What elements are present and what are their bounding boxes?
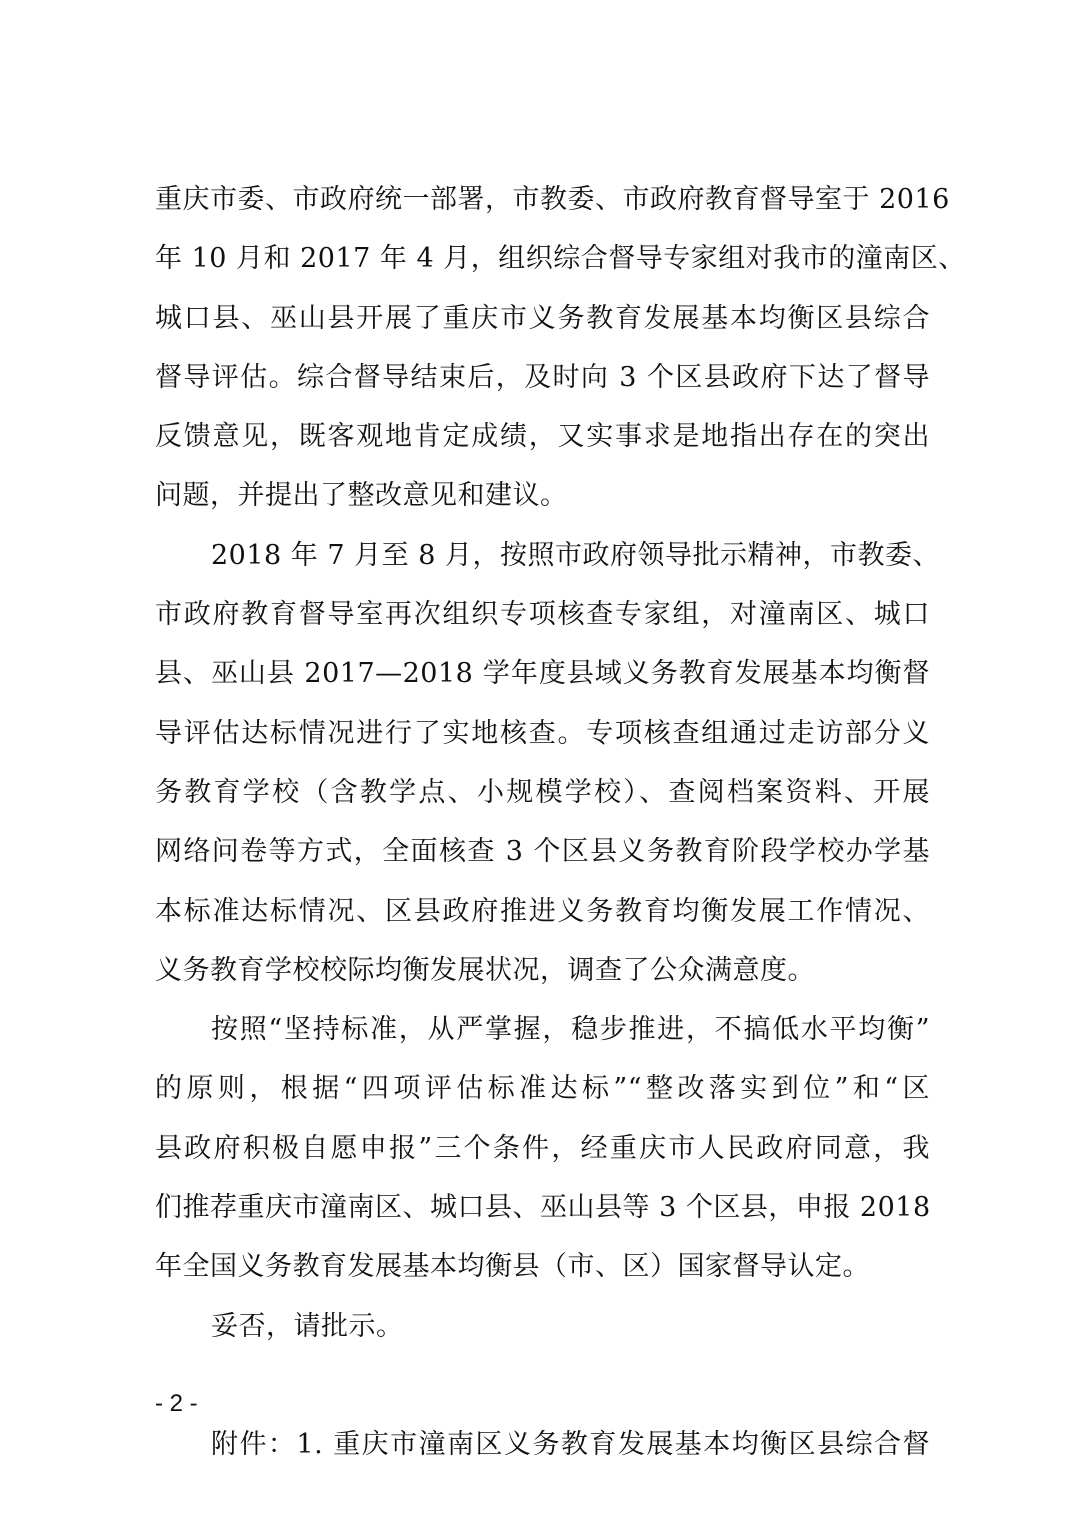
paragraph-3-line-1: 按照“坚持标准，从严掌握，稳步推进，不搞低水平均衡” bbox=[211, 1014, 930, 1046]
paragraph-3-line-5: 年全国义务教育发展基本均衡县（市、区）国家督导认定。 bbox=[155, 1251, 870, 1283]
paragraph-gap bbox=[155, 1356, 930, 1415]
paragraph-2-line-1: 2018 年 7 月至 8 月，按照市政府领导批示精神，市教委、 bbox=[211, 539, 940, 571]
paragraph-1-line-3: 城口县、巫山县开展了重庆市义务教育发展基本均衡区县综合 bbox=[155, 302, 930, 334]
paragraph-2-line-4: 导评估达标情况进行了实地核查。专项核查组通过走访部分义 bbox=[155, 717, 930, 749]
paragraph-2-line-8: 义务教育学校校际均衡发展状况，调查了公众满意度。 bbox=[155, 954, 815, 986]
document-body bbox=[155, 170, 966, 1475]
page-number: - 2 - bbox=[155, 1390, 198, 1417]
paragraph-2-line-3: 县、巫山县 2017—2018 学年度县域义务教育发展基本均衡督 bbox=[155, 658, 930, 690]
paragraph-1-line-5: 反馈意见，既客观地肯定成绩，又实事求是地指出存在的突出 bbox=[155, 421, 930, 453]
paragraph-2-line-6: 网络问卷等方式，全面核查 3 个区县义务教育阶段学校办学基 bbox=[155, 836, 930, 868]
paragraph-1-line-4: 督导评估。综合督导结束后，及时向 3 个区县政府下达了督导 bbox=[155, 361, 930, 393]
paragraph-3-line-3: 县政府积极自愿申报”三个条件，经重庆市人民政府同意，我 bbox=[155, 1132, 930, 1164]
paragraph-1-line-1: 重庆市委、市政府统一部署，市教委、市政府教育督导室于 2016 bbox=[155, 184, 950, 215]
paragraph-1-line-6: 问题，并提出了整改意见和建议。 bbox=[155, 480, 568, 512]
paragraph-2-line-5: 务教育学校（含教学点、小规模学校）、查阅档案资料、开展 bbox=[155, 776, 930, 808]
paragraph-2-line-2: 市政府教育督导室再次组织专项核查专家组，对潼南区、城口 bbox=[155, 599, 930, 631]
paragraph-1-line-2: 年 10 月和 2017 年 4 月，组织综合督导专家组对我市的潼南区、 bbox=[155, 243, 966, 275]
attachment-line: 附件：1. 重庆市潼南区义务教育发展基本均衡区县综合督 bbox=[211, 1429, 930, 1461]
paragraph-2-line-7: 本标准达标情况、区县政府推进义务教育均衡发展工作情况、 bbox=[155, 895, 930, 927]
closing-request: 妥否，请批示。 bbox=[211, 1310, 404, 1342]
paragraph-3-line-2: 的原则，根据“四项评估标准达标”“整改落实到位”和“区 bbox=[155, 1073, 930, 1105]
paragraph-3-line-4: 们推荐重庆市潼南区、城口县、巫山县等 3 个区县，申报 2018 bbox=[155, 1192, 931, 1224]
